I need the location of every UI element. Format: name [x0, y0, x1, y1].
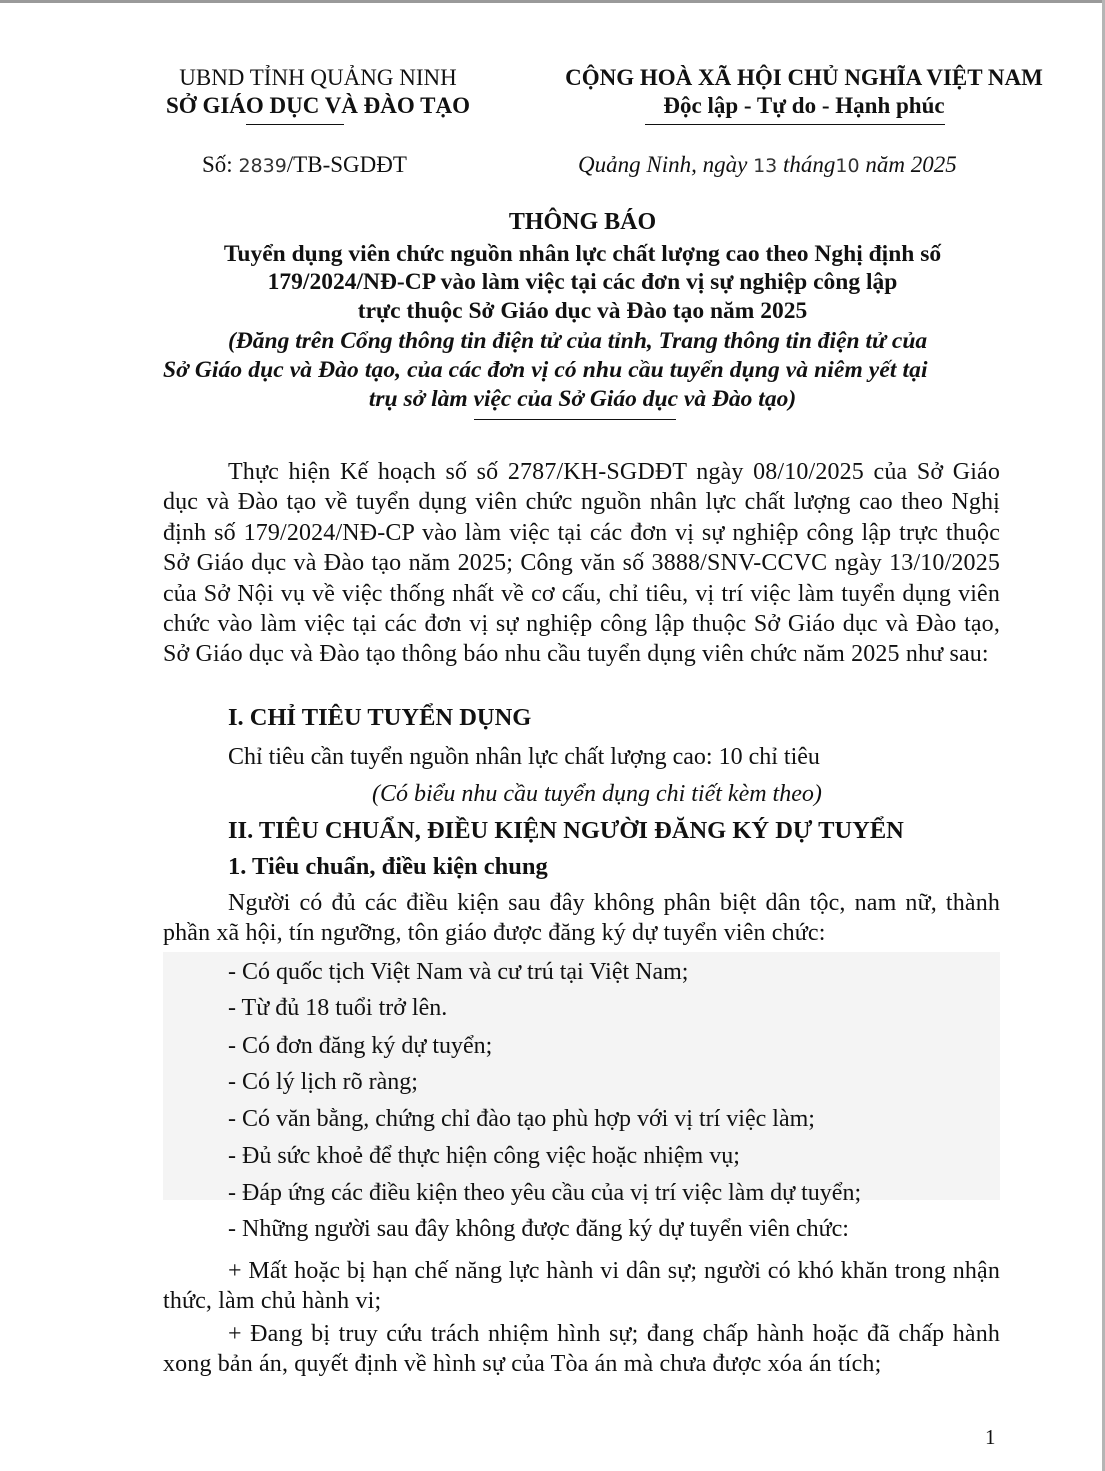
page-number: 1: [985, 1425, 996, 1449]
number-label: Số:: [202, 152, 233, 177]
date-month: 10: [835, 155, 860, 177]
publication-note-2: Sở Giáo dục và Đào tạo, của các đơn vị có nhu cầu tuyển dụng và niêm yết tại: [163, 357, 928, 383]
date-month-label: tháng: [783, 152, 836, 177]
condition-item: - Đáp ứng các điều kiện theo yêu cầu của vị trí việc làm dự tuyển;: [228, 1180, 862, 1206]
section-1-note: (Có biểu nhu cầu tuyển dụng chi tiết kèm theo): [372, 781, 822, 807]
date-day: 13: [753, 155, 778, 177]
document-number: [202, 151, 407, 180]
condition-item: - Những người sau đây không được đăng ký dự tuyển viên chức:: [228, 1216, 849, 1242]
condition-item: - Có văn bằng, chứng chỉ đào tạo phù hợp với vị trí việc làm;: [228, 1106, 815, 1132]
section-2-subheading: 1. Tiêu chuẩn, điều kiện chung: [228, 853, 548, 880]
section-1-text: Chỉ tiêu cần tuyển nguồn nhân lực chất lượng cao: 10 chỉ tiêu: [228, 744, 820, 770]
date-prefix: Quảng Ninh, ngày: [578, 152, 748, 177]
section-2-heading: II. TIÊU CHUẨN, ĐIỀU KIỆN NGƯỜI ĐĂNG KÝ DỰ TUYỂN: [228, 817, 904, 844]
date-year: năm 2025: [865, 152, 957, 177]
condition-item: - Đủ sức khoẻ để thực hiện công việc hoặc nhiệm vụ;: [228, 1143, 740, 1169]
agency-name: UBND TỈNH QUẢNG NINH: [179, 65, 457, 90]
eligibility-paragraph: Người có đủ các điều kiện sau đây không phân biệt dân tộc, nam nữ, thành phần xã hội, tín ngưỡng, tôn giáo được đăng ký dự tuyển viên chức:: [163, 890, 1000, 947]
document-date: [578, 151, 957, 180]
intro-paragraph: Thực hiện Kế hoạch số số 2787/KH-SGDĐT ngày 08/10/2025 của Sở Giáo dục và Đào tạo về tuyển dụng viên chức nguồn nhân lực chất lượng cao theo Nghị định số 179/2024/NĐ-CP vào làm việc tại các đơn vị sự nghiệp công lập trực thuộc Sở Giáo dục và Đào tạo năm 2025; Công văn số 3888/SNV-CCVC ngày 13/10/2025 của Sở Nội vụ về việc thống nhất về cơ cấu, chỉ tiêu, vị trí việc làm tuyển dụng viên chức vào làm việc tại các đơn vị sự nghiệp công lập thuộc Sở Giáo dục và Đào tạo, Sở Giáo dục và Đào tạo thông báo nhu cầu tuyển dụng viên chức năm 2025 như sau:: [163, 459, 1000, 668]
title-underline: [474, 419, 676, 420]
number-value: 2839: [238, 155, 287, 177]
department-name: SỞ GIÁO DỤC VÀ ĐÀO TẠO: [166, 93, 470, 118]
title-line-3: trực thuộc Sở Giáo dục và Đào tạo năm 2025: [357, 298, 808, 324]
condition-item: - Có quốc tịch Việt Nam và cư trú tại Việt Nam;: [228, 959, 689, 985]
page-top-edge: [0, 0, 1105, 3]
condition-item: - Từ đủ 18 tuổi trở lên.: [228, 995, 448, 1021]
condition-item: - Có đơn đăng ký dự tuyển;: [228, 1033, 493, 1059]
title-line-2: 179/2024/NĐ-CP vào làm việc tại các đơn vị sự nghiệp công lập: [267, 269, 898, 295]
title-line-1: Tuyển dụng viên chức nguồn nhân lực chất lượng cao theo Nghị định số: [223, 241, 942, 267]
agency-underline: [246, 124, 344, 125]
publication-note-1: (Đăng trên Cổng thông tin điện tử của tỉnh, Trang thông tin điện tử của: [228, 328, 928, 354]
document-title: THÔNG BÁO: [508, 209, 657, 235]
exclusion-item-1: + Mất hoặc bị hạn chế năng lực hành vi dân sự; người có khó khăn trong nhận thức, làm chủ hành vi;: [163, 1258, 1000, 1315]
number-suffix: /TB-SGDĐT: [286, 152, 407, 177]
condition-item: - Có lý lịch rõ ràng;: [228, 1069, 418, 1095]
exclusion-item-2: + Đang bị truy cứu trách nhiệm hình sự; đang chấp hành hoặc đã chấp hành xong bản án, quyết định về hình sự của Tòa án mà chưa được xóa án tích;: [163, 1321, 1000, 1378]
national-title: CỘNG HOÀ XÃ HỘI CHỦ NGHĨA VIỆT NAM: [565, 65, 1043, 90]
national-motto: Độc lập - Tự do - Hạnh phúc: [663, 93, 945, 118]
publication-note-3: trụ sở làm việc của Sở Giáo dục và Đào tạo): [368, 386, 797, 412]
motto-underline: [645, 124, 945, 125]
section-1-heading: I. CHỈ TIÊU TUYỂN DỤNG: [228, 704, 532, 731]
